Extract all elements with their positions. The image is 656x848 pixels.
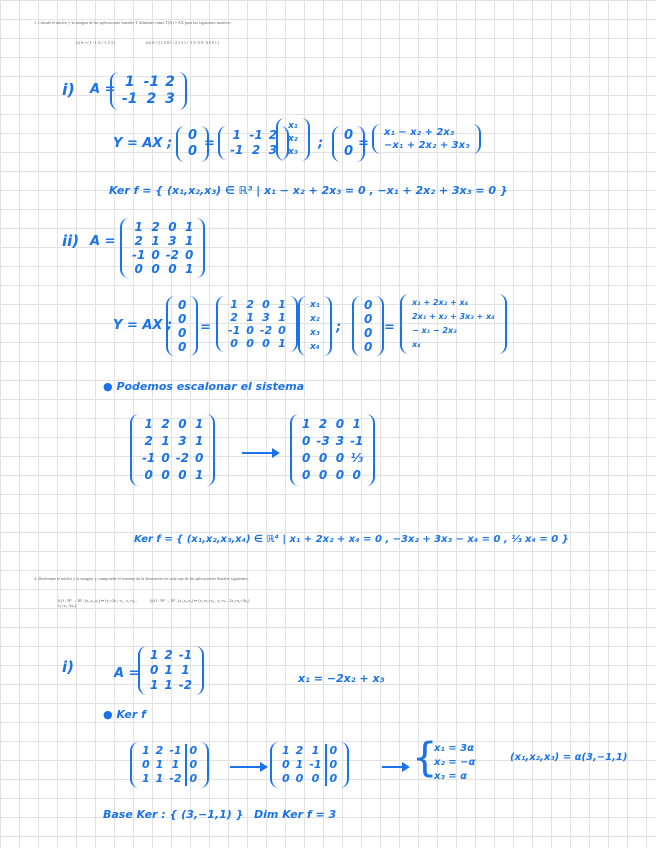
m_A2-cell: 0 (151, 248, 160, 262)
m_M1-cell: 0 (144, 468, 153, 482)
m_X3-cell: x₁ (288, 121, 298, 131)
bullet-kernel: ● Ker f (103, 708, 146, 721)
m_A2-cell: 1 (185, 220, 194, 234)
m_M1-cell: 1 (195, 468, 204, 482)
m_B2-cell: 2 (295, 744, 304, 757)
augmented-matrix-3x4 (130, 742, 209, 788)
m_A2b-cell: 0 (278, 324, 286, 337)
m_Z4b-cell: 0 (364, 312, 373, 326)
m_M2-cell: 0 (335, 451, 345, 465)
m_X4-cell: x₂ (310, 314, 320, 324)
reduction-arrow-2 (230, 766, 266, 768)
m_Z2-cell: 0 (188, 128, 198, 143)
m_M1-cell: 3 (178, 434, 187, 448)
m_S2-cell: −x₁ + 2x₂ + 3x₃ (384, 140, 470, 151)
m_A2-cell: 1 (185, 262, 194, 276)
m_A2-cell: 2 (151, 220, 160, 234)
m_M1-cell: -2 (175, 451, 190, 465)
m_A3-cell: 1 (164, 678, 173, 692)
m_M2-cell: 0 (302, 468, 311, 482)
exercise-1-item-ii: (ii) A = ( 1 2 0 1 / 2 1 3 1 / -1 0 -2 0 / 0 0 0 1 ) (146, 40, 220, 45)
m_B1-cell: 0 (186, 758, 201, 772)
m_A2-cell: 2 (134, 234, 143, 248)
m_S4-cell: 2x₁ + x₂ + 3x₃ + x₄ (412, 312, 495, 321)
m_M1-cell: 0 (178, 417, 187, 431)
m_M1-cell: 0 (161, 468, 170, 482)
m_A2b-cell: 0 (246, 324, 254, 337)
m_B1-cell: 1 (142, 772, 150, 785)
m_A3-cell: 1 (164, 663, 173, 677)
matrix-a-3x3 (138, 646, 204, 695)
m_Z2-cell: 0 (188, 144, 198, 159)
matrix-a-2x3 (110, 72, 187, 110)
m_Z4-cell: 0 (178, 312, 187, 326)
m_M2-cell: ⅓ (350, 451, 363, 465)
m_M2-cell: 0 (352, 468, 361, 482)
m_A2-cell: 0 (151, 262, 160, 276)
m_B2-cell: 0 (295, 772, 304, 785)
m_A2-cell: 0 (168, 220, 177, 234)
exercise-4-item-i: (i) f : ℝ³ → ℝ³ , (x₁,x₂,x₃) ↦ (x₁+2x₂−x₃ , x₂+x₃ , x₁+x₂−2x₃) (58, 598, 138, 608)
m_B2-cell: 1 (311, 744, 320, 757)
kernel-ii: Ker f = { (x₁,x₂,x₃,x₄) ∈ ℝ⁴ | x₁ + 2x₂ + x₄ = 0 , −3x₂ + 3x₃ − x₄ = 0 , ⅓ x₄ = 0 } (134, 534, 569, 545)
m_A2b-cell: 1 (230, 298, 238, 311)
matrix-a-4x4 (120, 218, 205, 278)
m_B1-cell: 0 (142, 758, 150, 771)
matrix-a3-label: A = (114, 666, 140, 681)
augmented-matrix-3x4-reduced (270, 742, 349, 788)
m_S2-cell: x₁ − x₂ + 2x₃ (384, 127, 455, 138)
m_A2b-cell: -1 (228, 324, 241, 337)
m_M2-cell: 0 (335, 468, 345, 482)
augmented-matrix-original (130, 414, 215, 486)
m_A2-cell: 1 (185, 234, 194, 248)
m_A1b-cell: -1 (230, 143, 244, 157)
m_M2-cell: 0 (302, 434, 311, 448)
m_A1-cell: 1 (124, 74, 135, 90)
m_A2b-cell: 3 (262, 311, 270, 324)
exercise-1-item-i: (i) A = ( 1 -1 -2 / -1 2 3 ) (76, 40, 116, 45)
m_B1-cell: 1 (171, 758, 180, 771)
exercise-4-item-ii: (ii) f : ℝ³ → ℝ³ , (x₁,x₂,x₃) ↦ (x₁+x₂+x₃ , x₂+x₃ , 2x₁+x₂+3x₃) (150, 598, 250, 603)
m_A2-cell: 0 (168, 262, 177, 276)
m_M1-cell: 0 (161, 451, 170, 465)
m_A1b-cell: 2 (251, 143, 261, 157)
m_M1-cell: 0 (178, 468, 187, 482)
m_M2-cell: -3 (316, 434, 330, 448)
bullet-echelon: ● Podemos escalonar el sistema (103, 380, 305, 393)
part2-i-label: i) (62, 658, 74, 676)
m_M2-cell: 2 (318, 417, 328, 431)
m_A1-cell: 2 (165, 74, 175, 90)
m_B1-cell: -2 (169, 772, 182, 785)
m_A2-cell: 1 (151, 234, 160, 248)
m_B1-cell: 0 (186, 744, 201, 758)
m_A1b-cell: 2 (268, 128, 278, 142)
m_B2-cell: 0 (326, 772, 341, 786)
m_A3-cell: 2 (164, 648, 173, 662)
m_A2b-cell: 1 (278, 298, 286, 311)
m_A2-cell: 3 (168, 234, 177, 248)
m_A2-cell: -1 (132, 248, 146, 262)
system-2-eqs (372, 124, 481, 154)
zero-vector-4b (352, 296, 384, 356)
matrix-a-label: A = (90, 82, 116, 97)
m_A2b-cell: 0 (230, 337, 238, 350)
m_M2-cell: -1 (350, 434, 364, 448)
m_B2-cell: 0 (326, 744, 341, 758)
equals-sign-2: = (358, 136, 369, 151)
m_B2-cell: 1 (295, 758, 304, 771)
bullet-echelon-text: Podemos escalonar el sistema (116, 380, 305, 393)
parametric-solution: (x₁,x₂,x₃) = α(3,−1,1) (510, 752, 628, 763)
m_X4-cell: x₁ (310, 300, 320, 310)
m_B1-cell: 0 (186, 772, 201, 786)
m_B1-cell: 1 (155, 772, 164, 785)
y-equals-ax: Y = AX ; (113, 136, 173, 151)
m_A2b-cell: 1 (278, 311, 286, 324)
m_A3-cell: 1 (181, 663, 190, 677)
m_A2b-cell: 1 (278, 337, 286, 350)
m_S4-cell: − x₁ − 2x₃ (412, 326, 457, 335)
m_M1-cell: 1 (144, 417, 153, 431)
m_M2-cell: 0 (318, 468, 328, 482)
m_A1-cell: 2 (146, 91, 157, 107)
m_A2-cell: 1 (134, 220, 143, 234)
m_Z4b-cell: 0 (364, 340, 373, 354)
solution-brace: { (412, 735, 438, 781)
m_A1-cell: -1 (122, 91, 138, 107)
system-4-eqs (400, 294, 507, 354)
matrix-a2-label: A = (90, 234, 116, 249)
m_A2b-cell: 1 (246, 311, 254, 324)
kernel-basis: Base Ker : { (3,−1,1) } (103, 808, 244, 821)
m_A3-cell: 1 (150, 648, 159, 662)
x-vector-4 (298, 296, 332, 356)
part-i-label: i) (62, 80, 75, 99)
m_B2-cell: 0 (311, 772, 320, 785)
reduction-arrow-1 (242, 452, 278, 454)
part-ii-label: ii) (62, 232, 80, 250)
m_B2-cell: 1 (282, 744, 290, 757)
m_A2-cell: 0 (134, 262, 143, 276)
m_X4-cell: x₄ (310, 342, 320, 352)
m_A2b-cell: 0 (262, 298, 270, 311)
m_A2-cell: -2 (165, 248, 180, 262)
semicolon: ; (318, 136, 324, 151)
m_A2b-cell: 0 (262, 337, 270, 350)
reduction-arrow-3 (382, 766, 408, 768)
m_Z4-cell: 0 (178, 340, 187, 354)
x-vector-3 (276, 118, 310, 161)
m_A3-cell: 0 (150, 663, 159, 677)
m_M2-cell: 3 (335, 434, 345, 448)
zero-vector-4 (166, 296, 198, 356)
m_A2b-cell: 2 (230, 311, 238, 324)
m_X3-cell: x₂ (288, 134, 298, 144)
m_B2-cell: 0 (282, 772, 290, 785)
m_A3-cell: -2 (178, 678, 193, 692)
equals-sign-3: = (200, 320, 211, 335)
m_A1b-cell: -1 (249, 128, 263, 142)
semicolon-2: ; (336, 320, 342, 335)
m_A1-cell: 3 (165, 91, 175, 107)
m_A3-cell: -1 (178, 648, 193, 662)
m_A2b-cell: 0 (246, 337, 254, 350)
y-equals-ax-2: Y = AX ; (113, 318, 173, 333)
m_M2-cell: 0 (335, 417, 345, 431)
kernel-dimension: Dim Ker f = 3 (254, 808, 337, 821)
matrix-a-4x4-repeat (216, 296, 298, 352)
m_B1-cell: 2 (155, 744, 164, 757)
m_S4-cell: x₁ + 2x₂ + x₄ (412, 298, 469, 307)
m_M1-cell: 1 (195, 417, 204, 431)
m_Z4b-cell: 0 (364, 326, 373, 340)
solution-x1: x₁ = 3α (434, 743, 474, 754)
m_M2-cell: 1 (352, 417, 361, 431)
m_A2b-cell: 2 (246, 298, 254, 311)
m_A1b-cell: 1 (232, 128, 241, 142)
m_B2-cell: 0 (326, 758, 341, 772)
m_A2b-cell: -2 (259, 324, 273, 337)
m_B1-cell: 1 (142, 744, 150, 757)
equals-sign: = (204, 136, 215, 151)
m_Z4-cell: 0 (178, 326, 187, 340)
m_X3-cell: x₃ (288, 147, 298, 157)
augmented-matrix-reduced (290, 414, 375, 486)
m_X4-cell: x₃ (310, 328, 320, 338)
m_M1-cell: -1 (142, 451, 156, 465)
m_M1-cell: 1 (195, 434, 204, 448)
equals-sign-4: = (384, 320, 395, 335)
m_M2-cell: 0 (302, 451, 311, 465)
m_M1-cell: 0 (195, 451, 204, 465)
m_A2-cell: 0 (185, 248, 194, 262)
m_M2-cell: 1 (302, 417, 311, 431)
m_M1-cell: 1 (161, 434, 170, 448)
m_A1b-cell: 3 (268, 143, 278, 157)
m_Z4b-cell: 0 (364, 298, 373, 312)
m_Z2b-cell: 0 (344, 144, 354, 159)
m_A1-cell: -1 (143, 74, 160, 90)
exercise-4-statement: 4. Determine el núcleo y la imagen, y compruebe el teorema de la dimensión en cada una de las aplicaciones lineales siguientes: (34, 576, 249, 581)
kernel-i: Ker f = { (x₁,x₂,x₃) ∈ ℝ³ | x₁ − x₂ + 2x₃ = 0 , −x₁ + 2x₂ + 3x₃ = 0 } (109, 184, 508, 197)
m_Z2b-cell: 0 (344, 128, 354, 143)
m_Z4-cell: 0 (178, 298, 187, 312)
m_M1-cell: 2 (161, 417, 170, 431)
m_S4-cell: x₄ (412, 340, 421, 349)
bullet-kernel-text: Ker f (116, 708, 146, 721)
exercise-1-statement: 1. Calcule el núcleo y la imagen de las aplicaciones lineales T definidas como T(X) = AX para las siguientes matrices (34, 20, 231, 25)
m_B2-cell: -1 (309, 758, 322, 771)
solution-x2: x₂ = −α (434, 757, 476, 768)
m_B1-cell: 1 (155, 758, 164, 771)
solution-x3: x₃ = α (434, 771, 468, 782)
m_M1-cell: 2 (144, 434, 153, 448)
m_M2-cell: 0 (318, 451, 328, 465)
m_B2-cell: 0 (282, 758, 290, 771)
x1-substitution: x₁ = −2x₂ + x₃ (298, 672, 385, 685)
m_A3-cell: 1 (150, 678, 159, 692)
m_B1-cell: -1 (169, 744, 182, 757)
